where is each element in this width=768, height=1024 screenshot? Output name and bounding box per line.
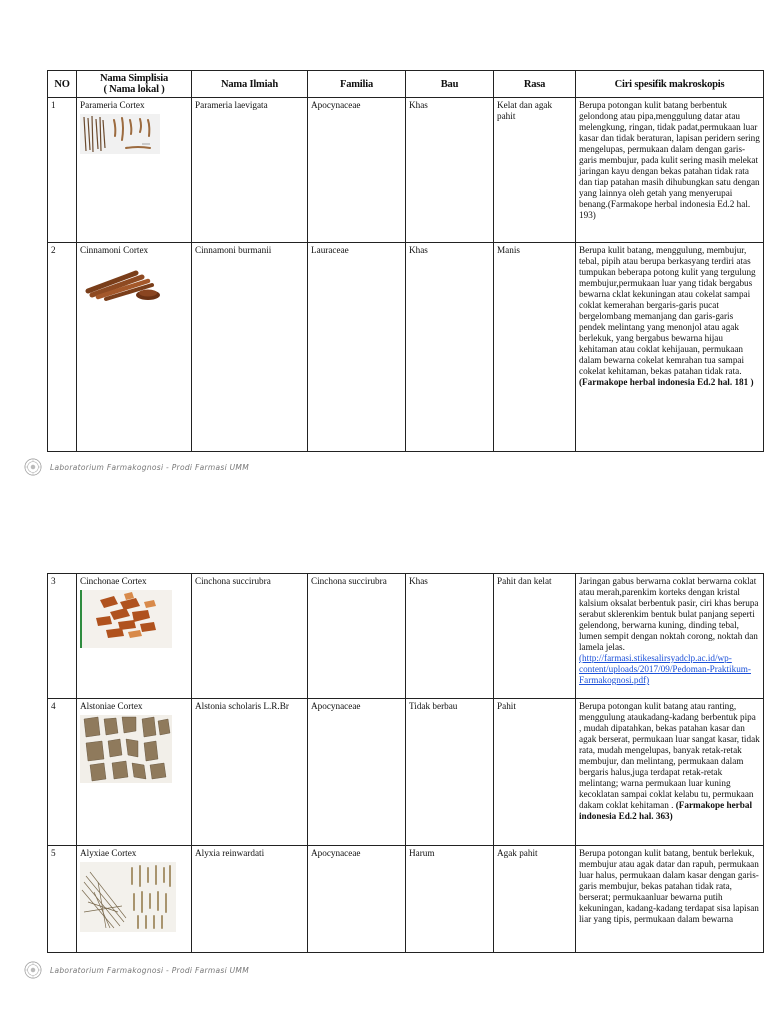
row-bau: Khas: [406, 243, 494, 452]
row-rasa: Pahit: [494, 699, 576, 846]
simplisia-table-2: [47, 573, 764, 953]
footer-text: Laboratorium Farmakognosi - Prodi Farmasi UMM: [50, 965, 249, 975]
simplisia-name: Alstoniae Cortex: [80, 701, 143, 711]
row-ilmiah: Parameria laevigata: [192, 98, 308, 243]
cinchona-photo: [80, 590, 172, 648]
table-row: [48, 699, 764, 846]
table-row: [48, 574, 764, 699]
row-rasa: Agak pahit: [494, 846, 576, 953]
simplisia-name: Alyxiae Cortex: [80, 848, 137, 858]
header-ilmiah: Nama Ilmiah: [192, 71, 308, 98]
umm-logo-icon: [24, 961, 42, 979]
row-familia: Cinchona succirubra: [308, 574, 406, 699]
header-simplisia-line2: ( Nama lokal ): [103, 84, 165, 95]
row-ciri: Berupa potongan kulit batang, bentuk berlekuk, membujur atau agak datar dan rapuh, permukaan luar halus, permukaan dalam kasar dengan garis-garis membujur, bekas patahan tidak rata, berserat; permukaanluar bewarna putih kekuningan, kadang-kadang terdapat sisa lapisan liar yang tipis, permukaan dalam bewarna: [576, 846, 764, 953]
row-bau: Khas: [406, 574, 494, 699]
row-ciri: Berupa potongan kulit batang berbentuk gelondong atau pipa,menggulung datar atau melengkung, ringan, tidak padat,permukaan luar kasar dan tidak beraturan, lapisan peridern sering mengelupas, permukaan dalam dengan garis-garis membujur, pada kulit sering masih melekat jaringan kayu dengan bekas patahan tidak rata dan tiap patahan masih dihubungkan satu dengan yang lainnya oleh getah yang menyerupai benang.(Farmakope herbal indonesia Ed.2 hal. 193): [576, 98, 764, 243]
alstonia-photo: [80, 715, 172, 783]
ciri-text: Jaringan gabus berwarna coklat berwarna coklat atau merah,parenkim korteks dengan kristal kalsium oksalat berbentuk pasir, ciri khas berupa serabut sklerenkim bentuk bulat panjang seperti gelendong, berwarna kuning, dinding tebal, lumen sempit dengan noktah corong, noktah dan lamela jelas.: [579, 576, 759, 652]
header-simplisia-line1: Nama Simplisia: [99, 73, 169, 84]
header-bau: Bau: [406, 71, 494, 98]
row-no: 5: [48, 846, 77, 953]
row-no: 2: [48, 243, 77, 452]
row-familia: Apocynaceae: [308, 846, 406, 953]
row-ciri: [576, 243, 764, 452]
cinnamon-photo: [80, 259, 166, 305]
simplisia-name: Parameria Cortex: [80, 100, 145, 110]
header-rasa: Rasa: [494, 71, 576, 98]
row-bau: Tidak berbau: [406, 699, 494, 846]
table-row: [48, 98, 764, 243]
row-familia: Apocynaceae: [308, 699, 406, 846]
simplisia-name: Cinchonae Cortex: [80, 576, 147, 586]
alyxia-photo: [80, 862, 176, 932]
row-familia: Apocynaceae: [308, 98, 406, 243]
footer: [24, 457, 249, 477]
row-no: 4: [48, 699, 77, 846]
footer: [24, 960, 249, 980]
header-row: [48, 71, 764, 98]
footer-text: Laboratorium Farmakognosi - Prodi Farmasi UMM: [50, 462, 249, 472]
header-simplisia: [77, 71, 192, 98]
row-ilmiah: Alstonia scholaris L.R.Br: [192, 699, 308, 846]
table-row: [48, 846, 764, 953]
row-rasa: Pahit dan kelat: [494, 574, 576, 699]
row-no: 3: [48, 574, 77, 699]
simplisia-table-1: [47, 70, 764, 452]
row-ilmiah: Cinnamoni burmanii: [192, 243, 308, 452]
row-rasa: Kelat dan agak pahit: [494, 98, 576, 243]
ciri-reference: (Farmakope herbal indonesia Ed.2 hal. 181 ): [579, 377, 754, 387]
row-bau: Khas: [406, 98, 494, 243]
row-familia: Lauraceae: [308, 243, 406, 452]
parameria-photo: [80, 114, 160, 154]
row-simplisia: [77, 699, 192, 846]
row-simplisia: [77, 574, 192, 699]
row-simplisia: [77, 98, 192, 243]
ciri-text: Berupa potongan kulit batang atau ranting, menggulung ataukadang-kadang berbentuk pipa , mudah dipatahkan, bekas patahan kasar dan agak berserat, permukaan luar sangat kasar, tidak rata, mudah mengelupas, banyak retak-retak membujur, dan melintang, permukaan dalam bergaris halus,juga terdapat retak-retak melintang; warna permukaan luar kuning kecoklatan sampai coklat kelabu tu, permukaan dakam coklat kehitaman .: [579, 701, 760, 810]
table-row: [48, 243, 764, 452]
row-no: 1: [48, 98, 77, 243]
row-ilmiah: Cinchona succirubra: [192, 574, 308, 699]
row-bau: Harum: [406, 846, 494, 953]
ciri-source-link[interactable]: (http://farmasi.stikesalirsyadclp.ac.id/wp-content/uploads/2017/09/Pedoman-Praktikum-Farmakognosi.pdf): [579, 653, 751, 685]
umm-logo-icon: [24, 458, 42, 476]
ciri-text: Berupa kulit batang, menggulung, membujur, tebal, pipih atau berupa berkasyang terdiri atas tumpukan beberapa potong kulit yang tergulung membujur,permukaan luar yang tidak bergabus bewarna cklat kekuningan atau cokelat sampai coklat kemerahan bergaris-garis pucat bergelombang memanjang dan garis-garis pendek melintang yang menonjol atau agak berlekuk, yang bergabus bewarna hijau kehitaman atau coklat kehijauan, permukaan dalam bewarna cokelat kemrahan tua sampai cokelat kehitaman, bekas patahan tidak rata.: [579, 245, 756, 376]
header-familia: Familia: [308, 71, 406, 98]
header-ciri: Ciri spesifik makroskopis: [576, 71, 764, 98]
row-ciri: [576, 574, 764, 699]
header-no: NO: [48, 71, 77, 98]
row-ciri: [576, 699, 764, 846]
row-simplisia: [77, 243, 192, 452]
simplisia-name: Cinnamoni Cortex: [80, 245, 149, 255]
ciri-reference: (Farmakope herbal indonesia Ed.2 hal. 363): [579, 800, 753, 821]
row-rasa: Manis: [494, 243, 576, 452]
row-ilmiah: Alyxia reinwardati: [192, 846, 308, 953]
row-simplisia: [77, 846, 192, 953]
